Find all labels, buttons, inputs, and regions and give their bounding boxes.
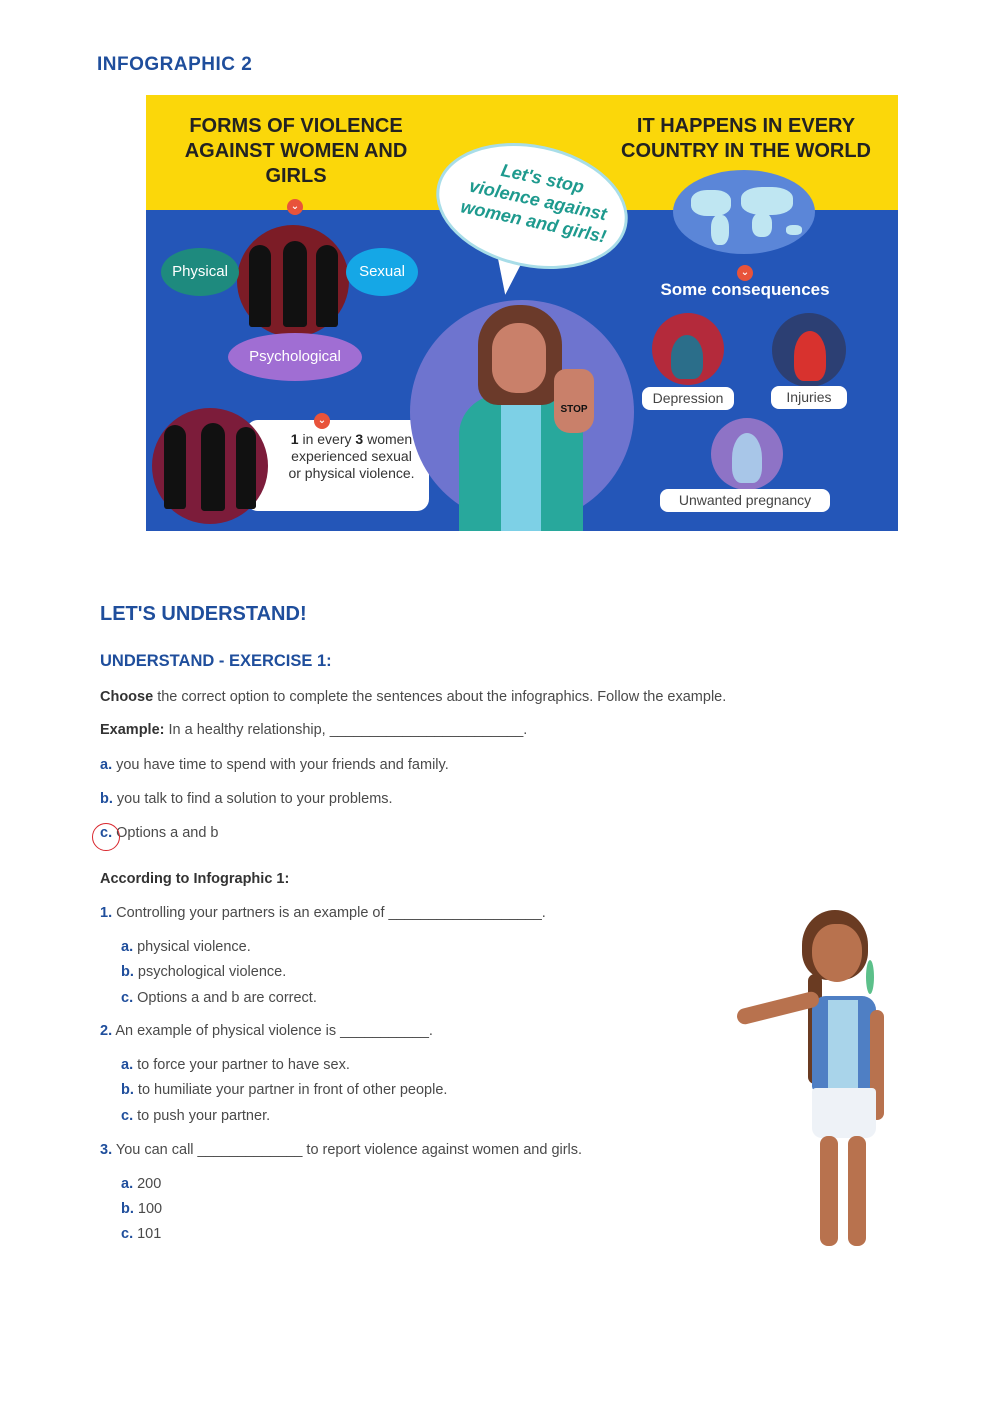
option-text: Options a and b are correct. bbox=[133, 990, 317, 1006]
example-option-a bbox=[100, 757, 449, 773]
chevron-down-icon: ⌄ bbox=[287, 199, 303, 215]
stat-text-2: women experienced sexual or physical violence. bbox=[288, 431, 415, 481]
woman-shirt bbox=[501, 405, 541, 531]
question-number: 2. bbox=[100, 1023, 113, 1039]
silhouette-figure bbox=[236, 427, 256, 509]
option-letter: b. bbox=[121, 1082, 134, 1098]
question-number: 3. bbox=[100, 1142, 113, 1158]
consequences-title: Some consequences bbox=[660, 280, 830, 299]
continent-shape bbox=[752, 213, 772, 237]
option-letter: c. bbox=[121, 1226, 134, 1242]
option-letter: a. bbox=[121, 939, 134, 955]
pregnant-person-figure bbox=[732, 433, 762, 483]
forms-heading: FORMS OF VIOLENCE AGAINST WOMEN AND GIRLS bbox=[184, 115, 408, 187]
girl-leg bbox=[848, 1136, 866, 1246]
silhouette-figure bbox=[316, 245, 338, 327]
infographic-image bbox=[146, 95, 898, 531]
form-sexual: Sexual bbox=[346, 248, 418, 296]
stat-text-1: in every bbox=[298, 431, 356, 447]
consequence-unwanted-pregnancy: Unwanted pregnancy bbox=[660, 489, 830, 512]
girl-shorts bbox=[812, 1088, 876, 1138]
option-text: to push your partner. bbox=[133, 1108, 271, 1124]
form-psychological: Psychological bbox=[228, 333, 362, 381]
continent-shape bbox=[786, 225, 802, 235]
stat-number-1: 1 bbox=[290, 431, 299, 447]
infographic-title: INFOGRAPHIC 2 bbox=[97, 54, 253, 75]
form-physical: Physical bbox=[161, 248, 239, 296]
option-text: you have time to spend with your friends and family. bbox=[112, 757, 449, 773]
continent-shape bbox=[691, 190, 731, 216]
girl-top bbox=[828, 1000, 858, 1088]
injured-person-figure bbox=[794, 331, 826, 381]
option-letter: c. bbox=[121, 1108, 134, 1124]
question-1-option-a[interactable] bbox=[121, 939, 251, 955]
example-text: In a healthy relationship, ________________________. bbox=[164, 722, 528, 738]
question-3 bbox=[100, 1142, 582, 1158]
feather-earring bbox=[866, 960, 874, 994]
question-3-option-c[interactable] bbox=[121, 1226, 161, 1242]
question-2-option-a[interactable] bbox=[121, 1057, 350, 1073]
option-text: psychological violence. bbox=[133, 964, 287, 980]
girl-face bbox=[812, 924, 862, 982]
consequence-injuries: Injuries bbox=[771, 386, 847, 409]
example-sentence bbox=[100, 722, 527, 738]
question-text: An example of physical violence is ___________. bbox=[112, 1023, 433, 1039]
instructions-text: the correct option to complete the sentences about the infographics. Follow the example. bbox=[153, 689, 727, 705]
option-text: 100 bbox=[133, 1201, 163, 1217]
selected-answer-circle bbox=[92, 823, 120, 851]
question-3-option-a[interactable] bbox=[121, 1176, 161, 1192]
girl-leg bbox=[820, 1136, 838, 1246]
exercise-title: UNDERSTAND - EXERCISE 1: bbox=[100, 652, 332, 670]
stat-number-2: 3 bbox=[355, 431, 364, 447]
stop-label: STOP bbox=[560, 404, 588, 415]
question-1 bbox=[100, 905, 546, 921]
option-letter: a. bbox=[121, 1176, 134, 1192]
silhouette-figure bbox=[201, 423, 225, 511]
option-text: 200 bbox=[133, 1176, 162, 1192]
option-letter: c. bbox=[121, 990, 134, 1006]
question-text: You can call _____________ to report violence against women and girls. bbox=[112, 1142, 583, 1158]
continent-shape bbox=[711, 215, 729, 245]
option-text: to force your partner to have sex. bbox=[133, 1057, 350, 1073]
silhouette-figure bbox=[249, 245, 271, 327]
question-2 bbox=[100, 1023, 433, 1039]
question-2-option-c[interactable] bbox=[121, 1108, 270, 1124]
option-letter: a. bbox=[100, 757, 113, 773]
example-option-b bbox=[100, 791, 393, 807]
speech-bubble-text: Let's stop violence against women and girls! bbox=[458, 159, 609, 247]
question-3-option-b[interactable] bbox=[121, 1201, 162, 1217]
option-text: you talk to find a solution to your problems. bbox=[112, 791, 393, 807]
option-text: 101 bbox=[133, 1226, 162, 1242]
continent-shape bbox=[741, 187, 793, 215]
according-heading: According to Infographic 1: bbox=[100, 871, 290, 887]
every-country-heading: IT HAPPENS IN EVERY COUNTRY IN THE WORLD bbox=[621, 115, 871, 162]
question-2-option-b[interactable] bbox=[121, 1082, 447, 1098]
woman-face bbox=[492, 323, 546, 393]
instructions-bold: Choose bbox=[100, 689, 154, 705]
question-text: Controlling your partners is an example of ___________________. bbox=[112, 905, 546, 921]
question-number: 1. bbox=[100, 905, 113, 921]
consequence-depression: Depression bbox=[642, 387, 734, 410]
silhouette-figure bbox=[283, 241, 307, 327]
question-1-option-b[interactable] bbox=[121, 964, 286, 980]
option-letter: b. bbox=[121, 964, 134, 980]
question-1-option-c[interactable] bbox=[121, 990, 317, 1006]
option-text: physical violence. bbox=[133, 939, 251, 955]
option-text: Options a and b bbox=[112, 825, 219, 841]
girl-character-illustration bbox=[720, 900, 910, 1250]
depressed-person-figure bbox=[671, 335, 703, 379]
silhouette-figure bbox=[164, 425, 186, 509]
option-letter: b. bbox=[100, 791, 113, 807]
example-label: Example: bbox=[100, 722, 165, 738]
chevron-down-icon: ⌄ bbox=[314, 413, 330, 429]
section-title: LET'S UNDERSTAND! bbox=[100, 603, 307, 625]
option-letter: a. bbox=[121, 1057, 134, 1073]
stop-hand bbox=[554, 369, 594, 433]
option-text: to humiliate your partner in front of other people. bbox=[133, 1082, 448, 1098]
statistic-box bbox=[246, 420, 429, 511]
chevron-down-icon: ⌄ bbox=[737, 265, 753, 281]
option-letter: c. bbox=[100, 825, 113, 841]
instructions bbox=[100, 689, 726, 705]
option-letter: b. bbox=[121, 1201, 134, 1217]
